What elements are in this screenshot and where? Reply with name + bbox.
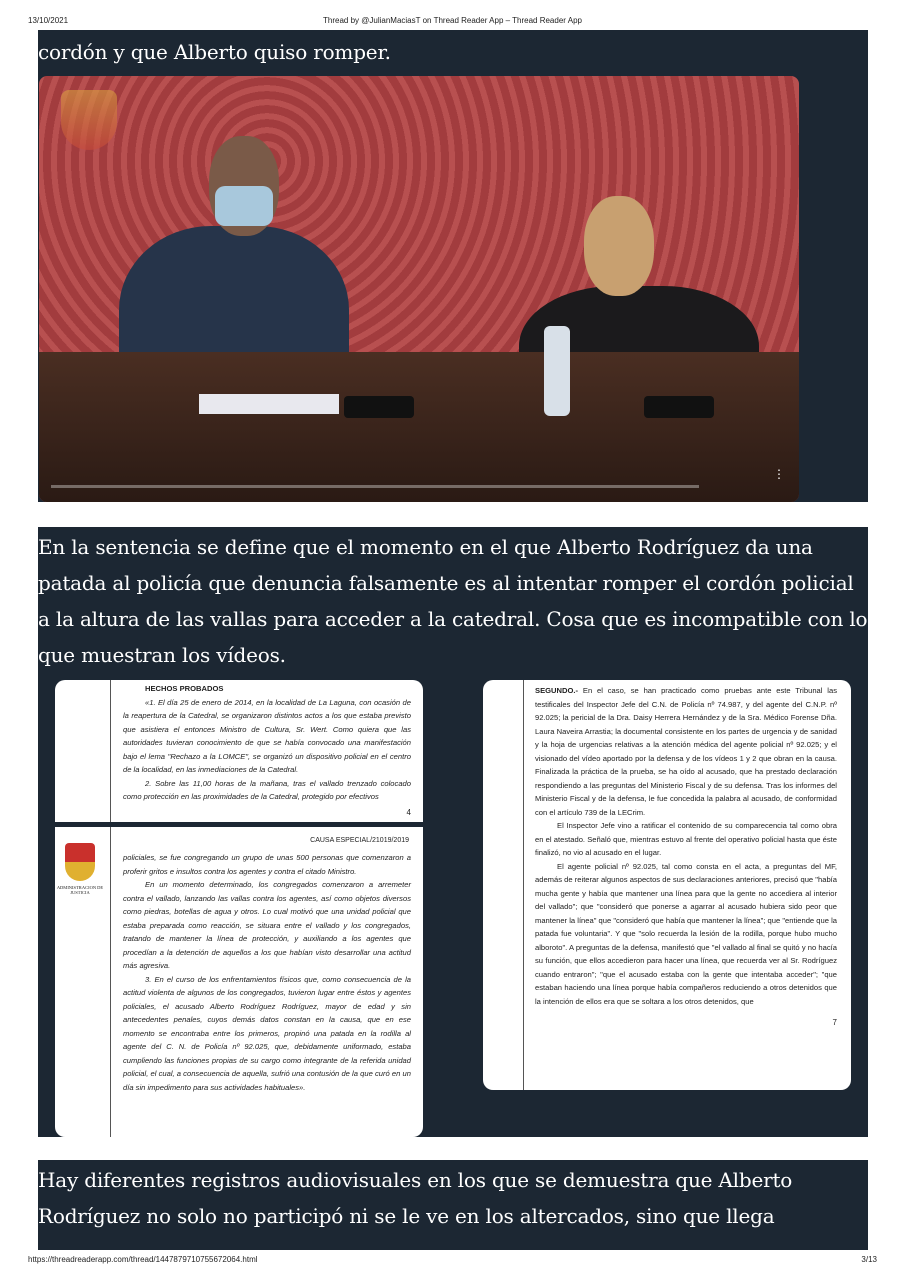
doc-paragraph: En el caso, se han practicado como pruebas ante este Tribunal las testificales del Inspector Jefe del C.N. de Policía nº 74.987, y del agente del C.N.P. nº 92.025; la pericial de la Dra. Daisy Herrera Hernández y de la Sra. Médico Forense Dña. Laura Naveira Arrastia; la documental consistente en los partes de urgencia y de sanidad y la hoja de urgencias relativas a la atención médica del agente policial nº 92.025; y el visionado del vídeo aportado por la defensa y de los vídeos 1 y 2 que obran en la causa. Finalizada la práctica de la prueba, se ha oído al acusado, que ha prestado declaración respondiendo a las preguntas del Ministerio Fiscal y de su defensa. Tras los informes del Ministerio Fiscal y de la defensa, le fue concedida la palabra al acusado, de conformidad con el artículo 739 de la LECrim. [535, 686, 837, 817]
tweet-2 [38, 527, 868, 1137]
tweet-text: cordón y que Alberto quiso romper. [38, 40, 391, 64]
print-title: Thread by @JulianMaciasT on Thread Reader App – Thread Reader App [323, 16, 582, 25]
document-page-7[interactable] [483, 680, 851, 1090]
print-url: https://threadreaderapp.com/thread/1447879710755672064.html [28, 1255, 258, 1264]
microphone [344, 396, 414, 418]
case-number: CAUSA ESPECIAL/21019/2019 [310, 837, 409, 844]
print-date: 13/10/2021 [28, 16, 69, 25]
more-options-icon[interactable]: ⋮ [773, 467, 785, 481]
tweet-text: Hay diferentes registros audiovisuales en los que se demuestra que Alberto Rodríguez no solo no participó ni se le ve en los altercados, sino que llega [38, 1168, 793, 1228]
tweet-video[interactable] [39, 76, 799, 502]
tweet-3 [38, 1160, 868, 1250]
emblem-caption: ADMINISTRACION DE JUSTICIA [56, 885, 104, 895]
man-mask [215, 186, 273, 226]
tweet-1 [38, 30, 868, 502]
coat-of-arms-icon [65, 843, 95, 881]
doc-paragraph: 3. En el curso de los enfrentamientos físicos que, como consecuencia de la actitud violenta de algunos de los congregados, tuvieron lugar entre éstos y agentes policiales, el acusado Alberto Rodríguez Rodríguez, mayor de edad y sin antecedentes penales, cuyos demás datos constan en la causa, que en ese momento se encontraba entre los primeros, propinó una patada en la rodilla al agente del C. N. de Policía nº 92.025, que, debidamente uniformado, estaba cumpliendo las funciones propias de su cargo como integrante de la referida unidad policial, el cual, a consecuencia de aquella, sufrió una contusión de la que curó en un día sin impedimento para sus actividades habituales». [123, 974, 411, 1092]
print-page-number: 3/13 [861, 1255, 877, 1264]
doc-paragraph: «1. El día 25 de enero de 2014, en la localidad de La Laguna, con ocasión de la reapertura de la Catedral, se organizaron distintos actos a los que estaba previsto que asistiera el entonces Ministro de Cultura, Sr. Wert. Como quiera que las autoridades tuvieran conocimiento de que se había convocado una manifestación bajo el lema "Rechazo a la LOMCE", se organizó un dispositivo policial en el centro de la localidad, en las inmediaciones de la Catedral. [123, 697, 411, 774]
document-page-4[interactable] [55, 680, 423, 822]
page-number: 4 [406, 807, 411, 817]
doc-heading: HECHOS PROBADOS [145, 684, 224, 693]
video-progress-bar[interactable] [51, 485, 699, 488]
page-number: 7 [832, 1018, 837, 1027]
tweet-text: En la sentencia se define que el momento en el que Alberto Rodríguez da una patada al policía que denuncia falsamente es al intentar romper el cordón policial a la altura de las vallas para acceder a la catedral. Cosa que es incompatible con lo que muestran los vídeos. [38, 535, 868, 667]
doc-paragraph: policiales, se fue congregando un grupo de unas 500 personas que comenzaron a proferir gritos e insultos contra los agentes y contra el citado Ministro. [123, 853, 411, 876]
bench [39, 352, 799, 502]
doc-paragraph: 2. Sobre las 11,00 horas de la mañana, tras el vallado trenzado colocado como protección en las proximidades de la Catedral, protegido por efectivos [123, 778, 411, 801]
doc-paragraph: El Inspector Jefe vino a ratificar el contenido de su comparecencia tal como obra en el atestado. Señaló que, mientras estuvo al frente del operativo policial hasta que éste finalizó, no vio al acusado en el lugar. [535, 821, 837, 857]
water-bottle [544, 326, 570, 416]
papers [199, 394, 339, 414]
doc-paragraph: El agente policial nº 92.025, tal como consta en el acta, a preguntas del MF, además de reiterar algunos aspectos de sus declaraciones anteriores, precisó que "había mucha gente y había que mantener una línea para que la gente no accediera al interior del vallado"; que "consideró que ponerse a agarrar al acusado hubiera sido peor que mantener la línea" que "consideró que había que mantener la línea"; que "entiende que la patada fue voluntaria". Y que "solo recuerda la lesión de la rodilla, porque hubo mucho alboroto". A preguntas de la defensa, manifestó que "el vallado al final se quitó y no hacía su función, que ellos accedieron para hacer una línea, que recuerda ver al Sr. Rodríguez cuando entraron"; "que el acusado estaba con la gente que intentaba acceder"; "que estaban haciendo una línea porque había compañeros reduciendo a otros detenidos que la intención de ellos era que se soltara a los otros detenidos, que [535, 861, 837, 1006]
doc-section-label: SEGUNDO.- [535, 686, 579, 695]
microphone [644, 396, 714, 418]
coat-of-arms-icon [61, 90, 117, 150]
document-page-5[interactable] [55, 827, 423, 1137]
doc-paragraph: En un momento determinado, los congregados comenzaron a arremeter contra el vallado, lanzando las vallas contra los agentes, así como objetos diversos como piedras, botellas de agua y otros. Lo cual motivó que una unidad policial que estaba preparada como reacción, se situara entre el vallado y los congregados, tratando de mantener la línea de protección, y auxiliando a los agentes que procedían a la detención de aquellos a los que habían visto desarrollar una actitud más agresiva. [123, 880, 411, 970]
woman-head [584, 196, 654, 296]
